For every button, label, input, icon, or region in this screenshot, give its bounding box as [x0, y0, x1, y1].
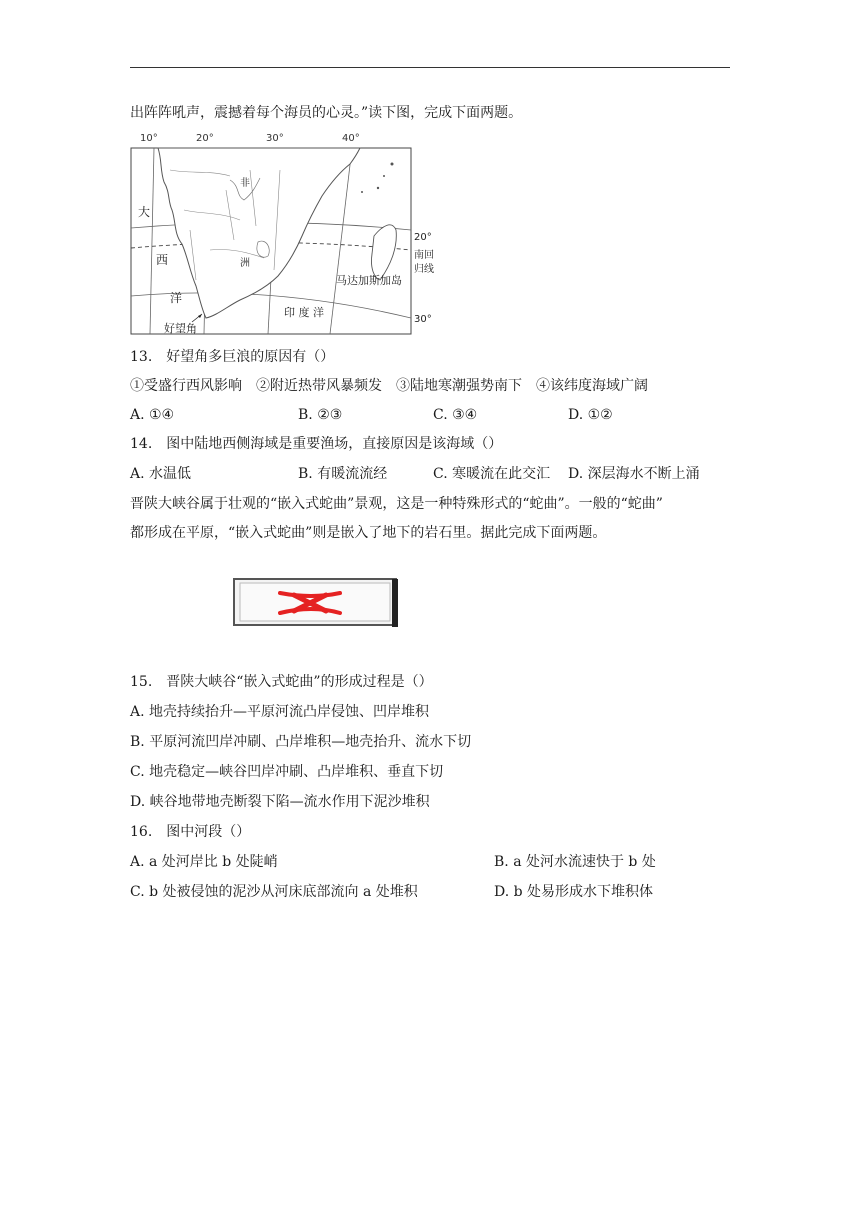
- q16-option-c: C. b 处被侵蚀的泥沙从河床底部流向 a 处堆积: [130, 884, 418, 900]
- q15-option-d: D. 峡谷地带地壳断裂下陷—流水作用下泥沙堆积: [130, 794, 430, 810]
- q16-stem: 16. 图中河段（）: [130, 824, 251, 840]
- q15-option-b: B. 平原河流凹岸冲刷、凸岸堆积—地壳抬升、流水下切: [130, 734, 472, 750]
- q15-option-a: A. 地壳持续抬升—平原河流凸岸侵蚀、凹岸堆积: [130, 704, 430, 720]
- intro-line: 出阵阵吼声，震撼着每个海员的心灵。”读下图，完成下面两题。: [130, 105, 523, 121]
- q14-option-a: A. 水温低: [130, 466, 192, 482]
- lon-label-10: 10°: [140, 133, 158, 144]
- lon-label-20: 20°: [196, 133, 214, 144]
- q13-option-b: B. ②③: [298, 407, 343, 423]
- africa-map: [130, 130, 440, 338]
- atlantic-label-3: 洋: [170, 291, 183, 305]
- q13-option-d: D. ①②: [568, 407, 613, 423]
- q14-option-d: D. 深层海水不断上涌: [568, 466, 700, 482]
- cape-label: 好望角: [164, 322, 197, 335]
- passage-line-2: 都形成在平原，“嵌入式蛇曲”则是嵌入了地下的岩石里。据此完成下面两题。: [130, 525, 607, 541]
- q13-option-c: C. ③④: [433, 407, 478, 423]
- q16-option-a: A. a 处河岸比 b 处陡峭: [130, 854, 278, 870]
- atlantic-label-2: 西: [156, 253, 169, 267]
- africa-label-2: 洲: [240, 258, 250, 269]
- q16-option-d: D. b 处易形成水下堆积体: [494, 884, 654, 900]
- q16-option-b: B. a 处河水流速快于 b 处: [494, 854, 656, 870]
- q13-stem: 13. 好望角多巨浪的原因有（）: [130, 349, 335, 365]
- q13-option-a: A. ①④: [130, 407, 175, 423]
- q13-items: ①受盛行西风影响 ②附近热带风暴频发 ③陆地寒潮强势南下 ④该纬度海域广阔: [130, 378, 648, 394]
- madagascar-label: 马达加斯加岛: [336, 274, 402, 287]
- lon-label-30: 30°: [266, 133, 284, 144]
- africa-label-1: 非: [240, 178, 250, 189]
- q14-option-b: B. 有暖流流经: [298, 466, 388, 482]
- indian-ocean-label: 印 度 洋: [284, 306, 324, 319]
- atlantic-label-1: 大: [138, 205, 151, 219]
- q14-option-c: C. 寒暖流在此交汇: [433, 466, 551, 482]
- tropic-label-2: 归线: [414, 264, 434, 275]
- tropic-label-1: 南回: [414, 250, 434, 261]
- lon-label-40: 40°: [342, 133, 360, 144]
- lat-label-20: 20°: [414, 232, 432, 243]
- broken-image-icon: [232, 577, 400, 629]
- header-rule: [130, 67, 730, 68]
- passage-line-1: 晋陕大峡谷属于壮观的“嵌入式蛇曲”景观，这是一种特殊形式的“蛇曲”。一般的“蛇曲”: [130, 496, 663, 512]
- q15-option-c: C. 地壳稳定—峡谷凹岸冲刷、凸岸堆积、垂直下切: [130, 764, 444, 780]
- q15-stem: 15. 晋陕大峡谷“嵌入式蛇曲”的形成过程是（）: [130, 674, 433, 690]
- lat-label-30: 30°: [414, 314, 432, 325]
- q14-stem: 14. 图中陆地西侧海域是重要渔场，直接原因是该海域（）: [130, 436, 503, 452]
